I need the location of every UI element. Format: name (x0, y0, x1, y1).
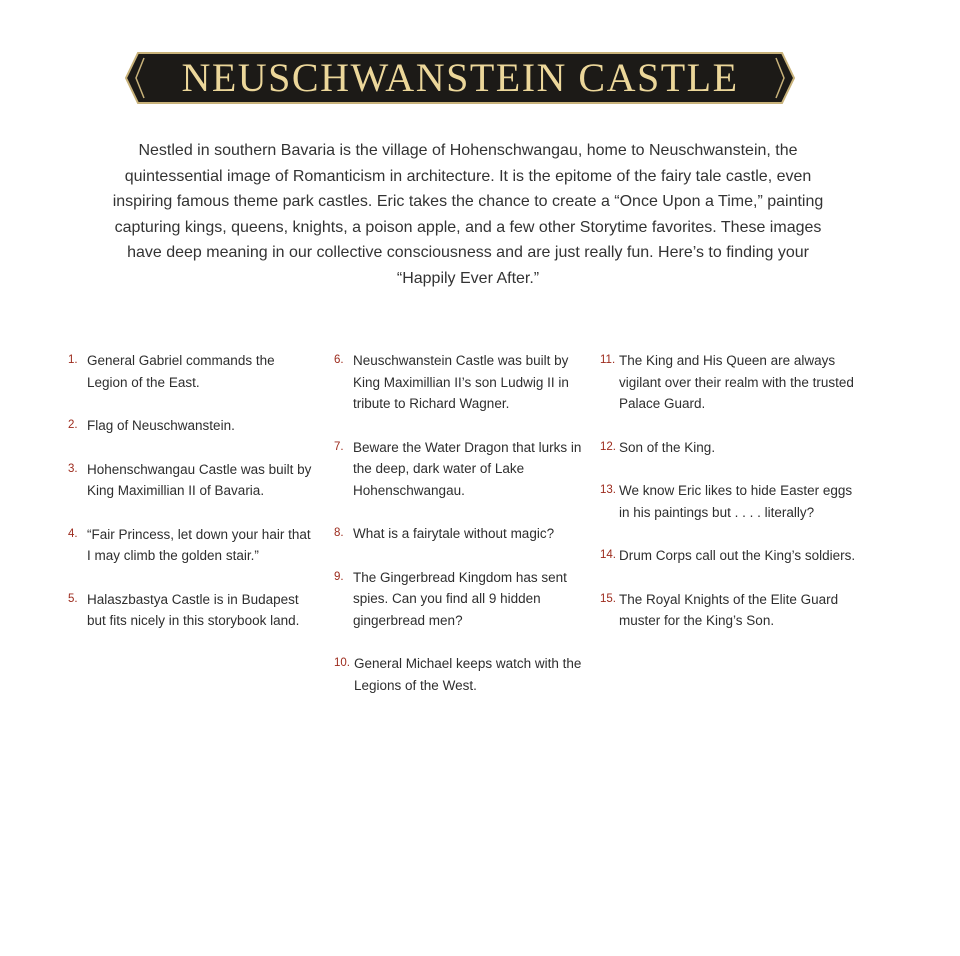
intro-text: Nestled in southern Bavaria is the village of Hohenschwangau, home to Neuschwanstein, the quintessential image of Romanticism in architecture. It is the epitome of the fairy tale castle, even inspiring famous theme park castles. Eric takes the chance to create a “Once Upon a Time,” painting capturing kings, queens, knights, a poison apple, and a few other Storytime favorites. These images have deep meaning in our collective consciousness and are just really fun. Here’s to finding your “Happily Ever After.” (112, 142, 824, 287)
list-item (68, 589, 318, 632)
list-item (600, 350, 860, 415)
item-text: The Royal Knights of the Elite Guard muster for the King’s Son. (619, 591, 839, 628)
item-text: Hohenschwangau Castle was built by King Maximillian II of Bavaria. (87, 461, 312, 498)
item-number: 13. (600, 484, 616, 496)
list-item (68, 524, 318, 567)
item-number: 6. (334, 354, 344, 366)
item-number: 12. (600, 440, 616, 453)
list-item (600, 545, 860, 567)
item-text: Beware the Water Dragon that lurks in the deep, dark water of Lake Hohenschwangau. (353, 439, 582, 498)
title-banner (124, 50, 796, 106)
list-item (600, 589, 860, 632)
item-number: 5. (68, 592, 78, 605)
item-number: 14. (600, 549, 616, 561)
item-number: 8. (334, 527, 344, 539)
list-item (68, 459, 318, 502)
item-number: 15. (600, 592, 616, 605)
page-title: NEUSCHWANSTEIN CASTLE (181, 55, 739, 100)
list-item (334, 567, 584, 632)
item-number: 3. (68, 462, 78, 475)
item-number: 10. (334, 657, 350, 669)
list-item (68, 350, 318, 393)
item-number: 4. (68, 527, 78, 540)
item-text: Drum Corps call out the King’s soldiers. (619, 548, 856, 563)
item-text: The King and His Queen are always vigilant over their realm with the trusted Palace Guard. (619, 353, 854, 411)
item-text: Halaszbastya Castle is in Budapest but fits nicely in this storybook land. (87, 591, 300, 628)
item-text: General Michael keeps watch with the Legions of the West. (354, 656, 582, 693)
item-number: 11. (600, 354, 616, 366)
item-number: 2. (68, 419, 78, 431)
list-item (600, 437, 860, 459)
caption-list-column-2 (334, 350, 584, 718)
list-item (334, 653, 584, 696)
list-item (334, 523, 584, 545)
list-item (68, 415, 318, 437)
item-text: Neuschwanstein Castle was built by King Maximillian II’s son Ludwig II in tribute to Richard Wagner. (353, 353, 569, 411)
item-text: Son of the King. (619, 439, 716, 455)
list-item (334, 350, 584, 415)
item-text: What is a fairytale without magic? (353, 526, 555, 541)
item-number: 9. (334, 570, 344, 583)
intro-paragraph (104, 138, 832, 291)
item-number: 1. (68, 354, 78, 366)
list-item (334, 437, 584, 502)
item-text: Flag of Neuschwanstein. (87, 418, 235, 433)
item-text: We know Eric likes to hide Easter eggs in his paintings but . . . . literally? (619, 483, 853, 520)
item-text: General Gabriel commands the Legion of the East. (87, 353, 275, 390)
caption-list-column-3 (600, 350, 860, 654)
item-number: 7. (334, 440, 344, 453)
item-text: The Gingerbread Kingdom has sent spies. Can you find all 9 hidden gingerbread men? (353, 569, 567, 628)
item-text: “Fair Princess, let down your hair that I may climb the golden stair.” (87, 526, 311, 563)
caption-list-column-1 (68, 350, 318, 654)
list-item (600, 480, 860, 523)
